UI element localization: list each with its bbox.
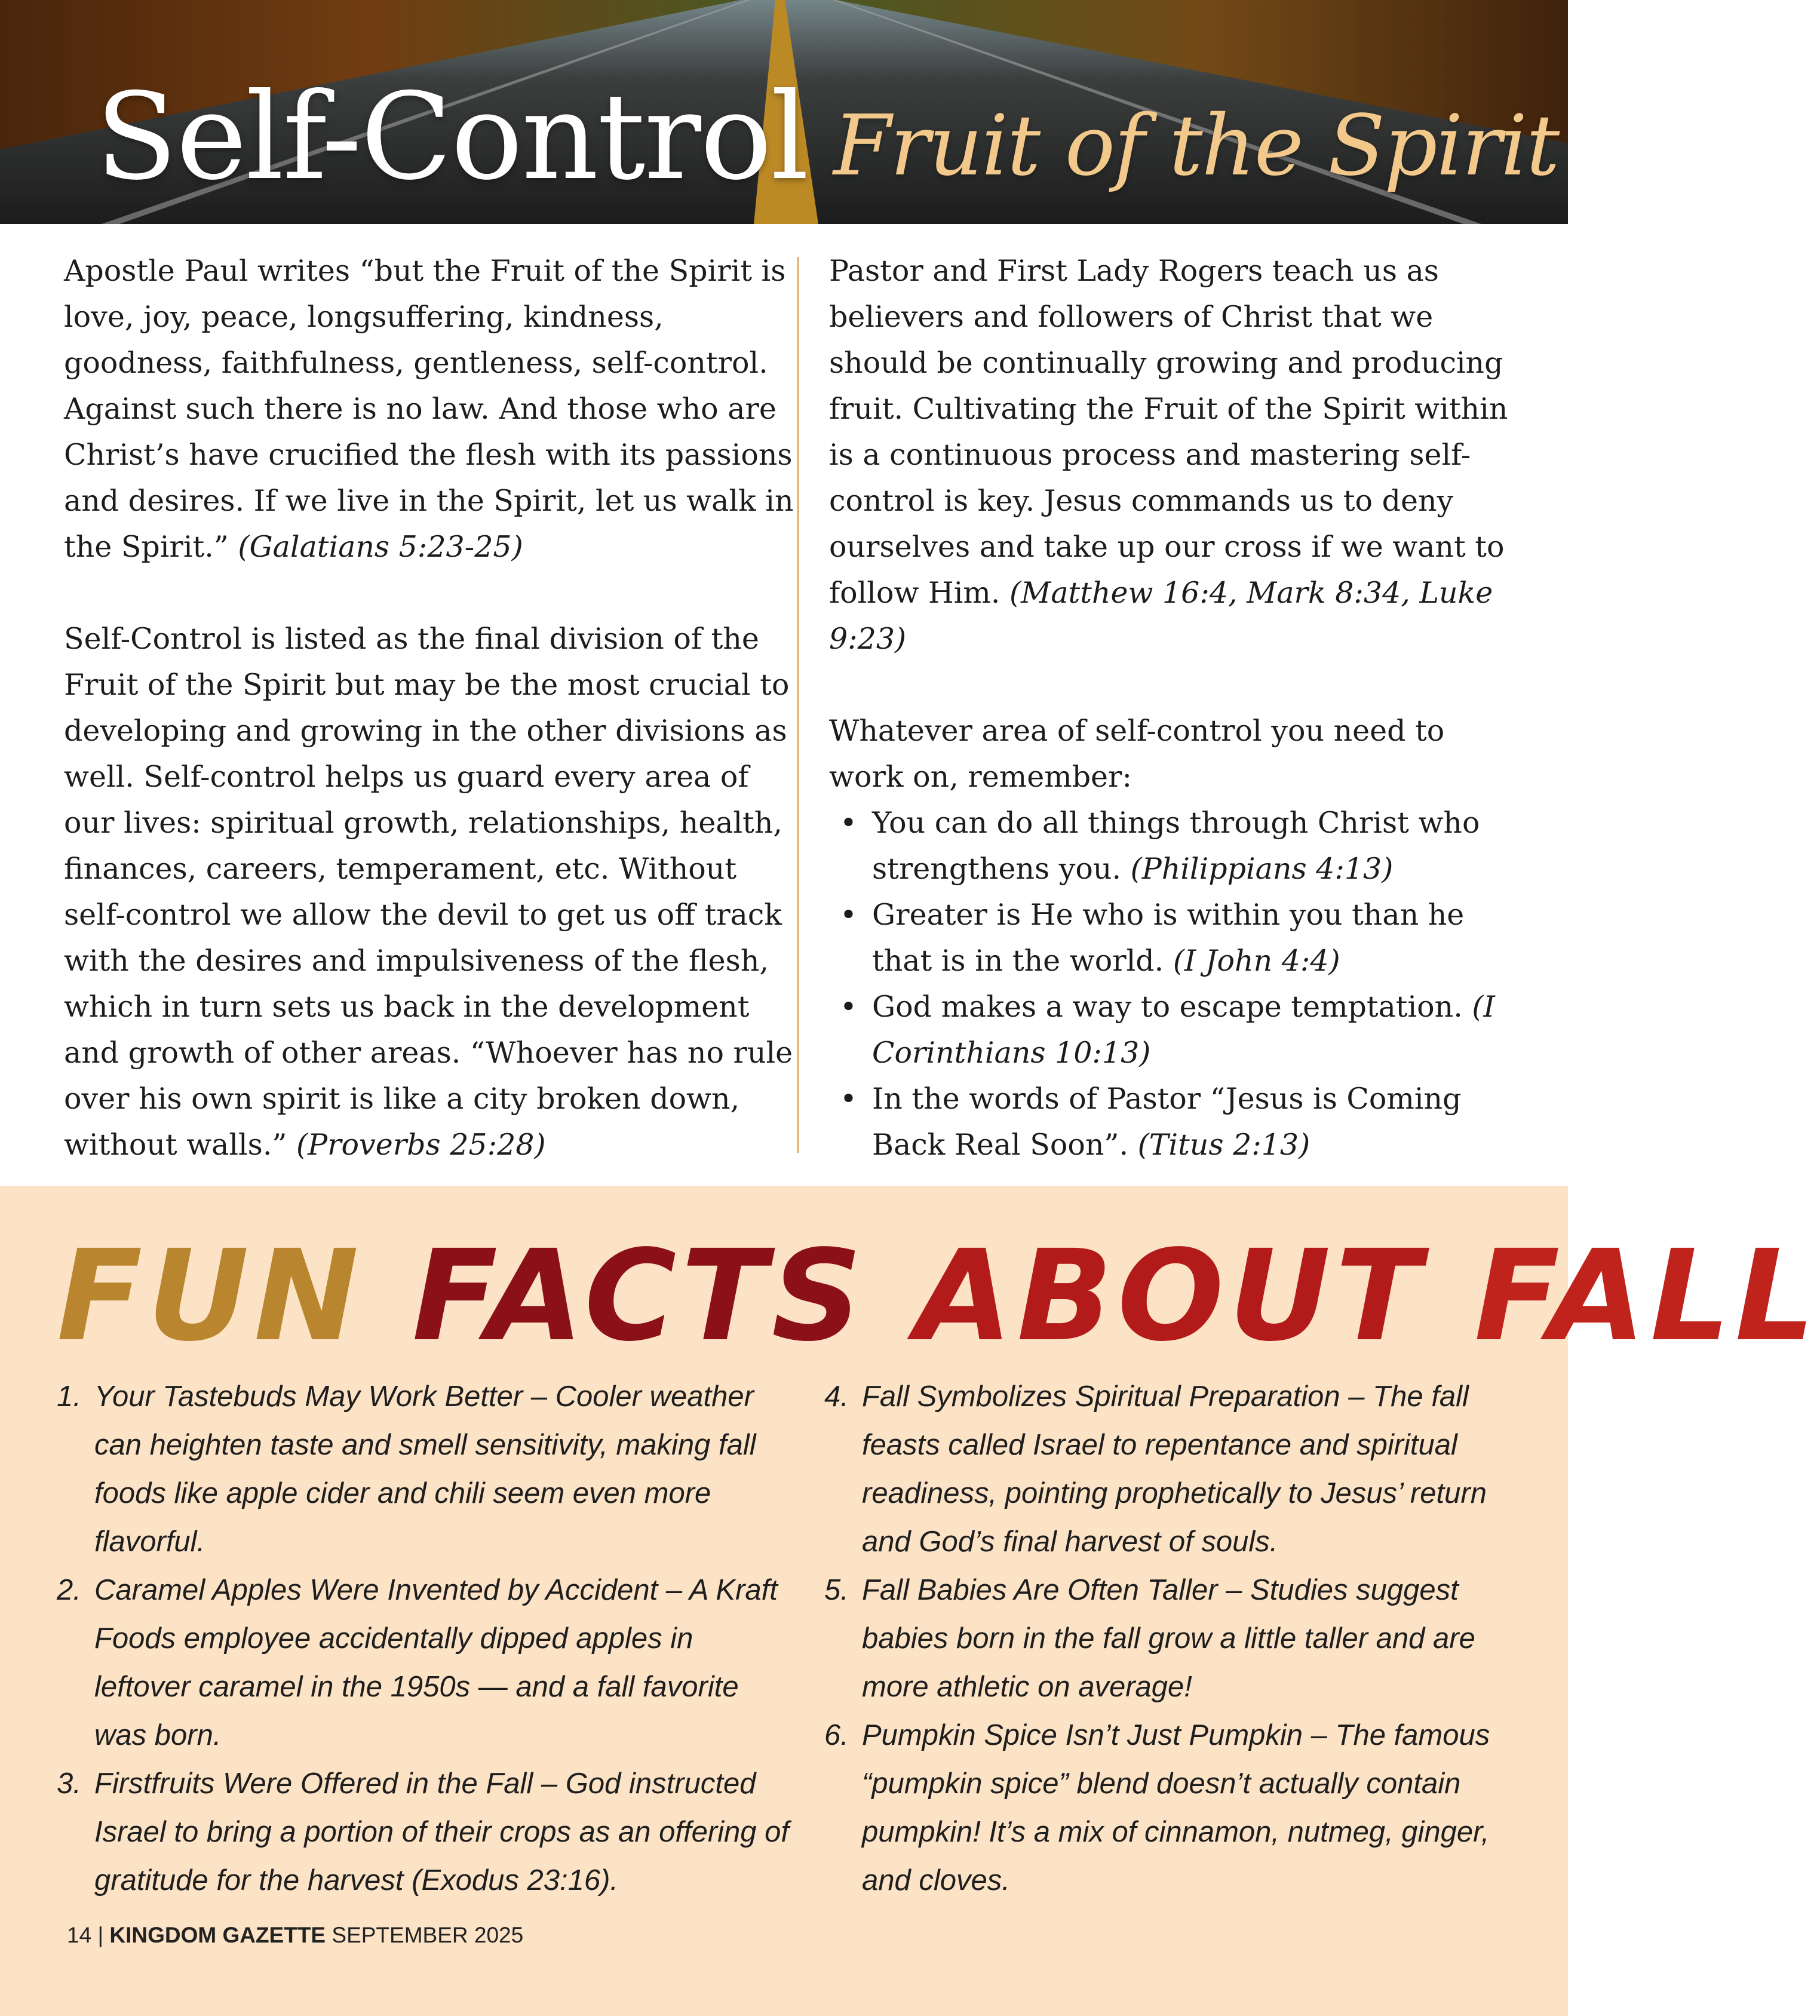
fact-number: 3. [57,1768,81,1800]
fact-text: Pumpkin Spice Isn’t Just Pumpkin – The famous “pumpkin spice” blend doesn’t actually contain pumpkin! It’s a mix of cinnamon, nutmeg, ginger, and cloves. [862,1719,1490,1897]
fact-number: 4. [824,1380,849,1413]
list-item-text: In the words of Pastor “Jesus is Coming Back Real Soon”. [872,1082,1462,1162]
bullet-icon: • [840,898,857,932]
paragraph-text: Self-Control is listed as the final division of the Fruit of the Spirit but may be the most crucial to developing and growing in the other divisions as well. Self-control helps us guard every area of our lives: spiritual growth, relationships, health, finances, careers, temperament, etc. Without self-control we allow the devil to get us off track with the desires and impulsiveness of the flesh, which in turn sets us back in the development and growth of other areas. “Whoever has no rule over his own spirit is like a city broken down, without walls.” [64,622,793,1162]
scripture-citation: (Galatians 5:23-25) [238,530,523,564]
scripture-citation: (Titus 2:13) [1137,1128,1310,1162]
scripture-citation: (I Corinthians 10:13) [872,990,1495,1070]
list-item-text: God makes a way to escape temptation. [872,990,1463,1024]
facts-list-left [57,1373,794,1905]
fact-text: Fall Babies Are Often Taller – Studies suggest babies born in the fall grow a little taller and are more athletic on average! [862,1574,1475,1703]
publication-name: KINGDOM GAZETTE [109,1923,326,1947]
title-word: ABOUT [915,1223,1426,1369]
scripture-citation: (I John 4:4) [1173,944,1340,978]
column-divider [797,257,799,1153]
paragraph-text: Pastor and First Lady Rogers teach us as believers and followers of Christ that we should be continually growing and producing fruit. Cultivating the Fruit of the Spirit within is a continuous process and mastering self-control is key. Jesus commands us to deny ourselves and take up our cross if we want to follow Him. [829,254,1508,610]
fact-item [824,1566,1526,1711]
fact-number: 6. [824,1719,849,1751]
header-banner [0,0,1568,224]
fact-item [57,1373,794,1566]
article-paragraph [64,616,799,1168]
paragraph-text: Whatever area of self-control you need to work on, remember: [829,714,1445,794]
list-item-text: You can do all things through Christ who strengthens you. [872,806,1480,886]
page-footer [67,1922,523,1949]
fact-text: Firstfruits Were Offered in the Fall – God instructed Israel to bring a portion of their crops as an offering of gratitude for the harvest (Exodus 23:16). [94,1768,790,1897]
scripture-citation: (Matthew 16:4, Mark 8:34, Luke 9:23) [829,576,1493,656]
fact-number: 2. [57,1574,81,1606]
article-left-column [64,248,799,1168]
article-paragraph [829,248,1516,662]
fact-number: 5. [824,1574,849,1606]
title-word: FUN [57,1223,364,1369]
facts-list-right [824,1373,1526,1905]
fact-number: 1. [57,1380,81,1413]
fact-item [57,1760,794,1905]
list-item [829,800,1516,892]
page-subtitle: Fruit of the Spirit [833,97,1559,195]
page-title: Self-Control [96,67,808,207]
article-paragraph [829,708,1516,1168]
list-item [829,984,1516,1076]
list-item [829,1076,1516,1168]
fact-text: Fall Symbolizes Spiritual Preparation – The fall feasts called Israel to repentance and spiritual readiness, pointing prophetically to Jesus’ return and God’s final harvest of souls. [862,1380,1487,1558]
paragraph-text: Apostle Paul writes “but the Fruit of the Spirit is love, joy, peace, longsuffering, kindness, goodness, faithfulness, gentleness, self-control. Against such there is no law. And those who are Christ’s have crucified the flesh with its passions and desires. If we live in the Spirit, let us walk in the Spirit.” [64,254,794,564]
bullet-icon: • [840,990,857,1024]
page-number: 14 [67,1923,92,1947]
bullet-icon: • [840,1082,857,1116]
fun-facts-title [57,1223,1820,1369]
article-right-column [829,248,1516,1168]
list-item-text: Greater is He who is within you than he that is in the world. [872,898,1465,978]
fact-item [824,1373,1526,1566]
fact-item [824,1711,1526,1905]
fact-text: Your Tastebuds May Work Better – Cooler weather can heighten taste and smell sensitivity, making fall foods like apple cider and chili seem even more flavorful. [94,1380,756,1558]
scripture-citation: (Philippians 4:13) [1130,852,1394,886]
footer-separator: | [97,1923,104,1947]
fact-item [57,1566,794,1760]
scripture-citation: (Proverbs 25:28) [296,1128,546,1162]
bullet-icon: • [840,806,857,840]
list-item [829,892,1516,984]
article-paragraph [64,248,799,570]
reminder-list [829,800,1516,1168]
title-word: FALL [1474,1223,1820,1369]
title-word: FACTS [412,1223,867,1369]
fact-text: Caramel Apples Were Invented by Accident – A Kraft Foods employee accidentally dipped apples in leftover caramel in the 1950s — and a fall favorite was born. [94,1574,778,1751]
issue-date: SEPTEMBER 2025 [332,1923,524,1947]
